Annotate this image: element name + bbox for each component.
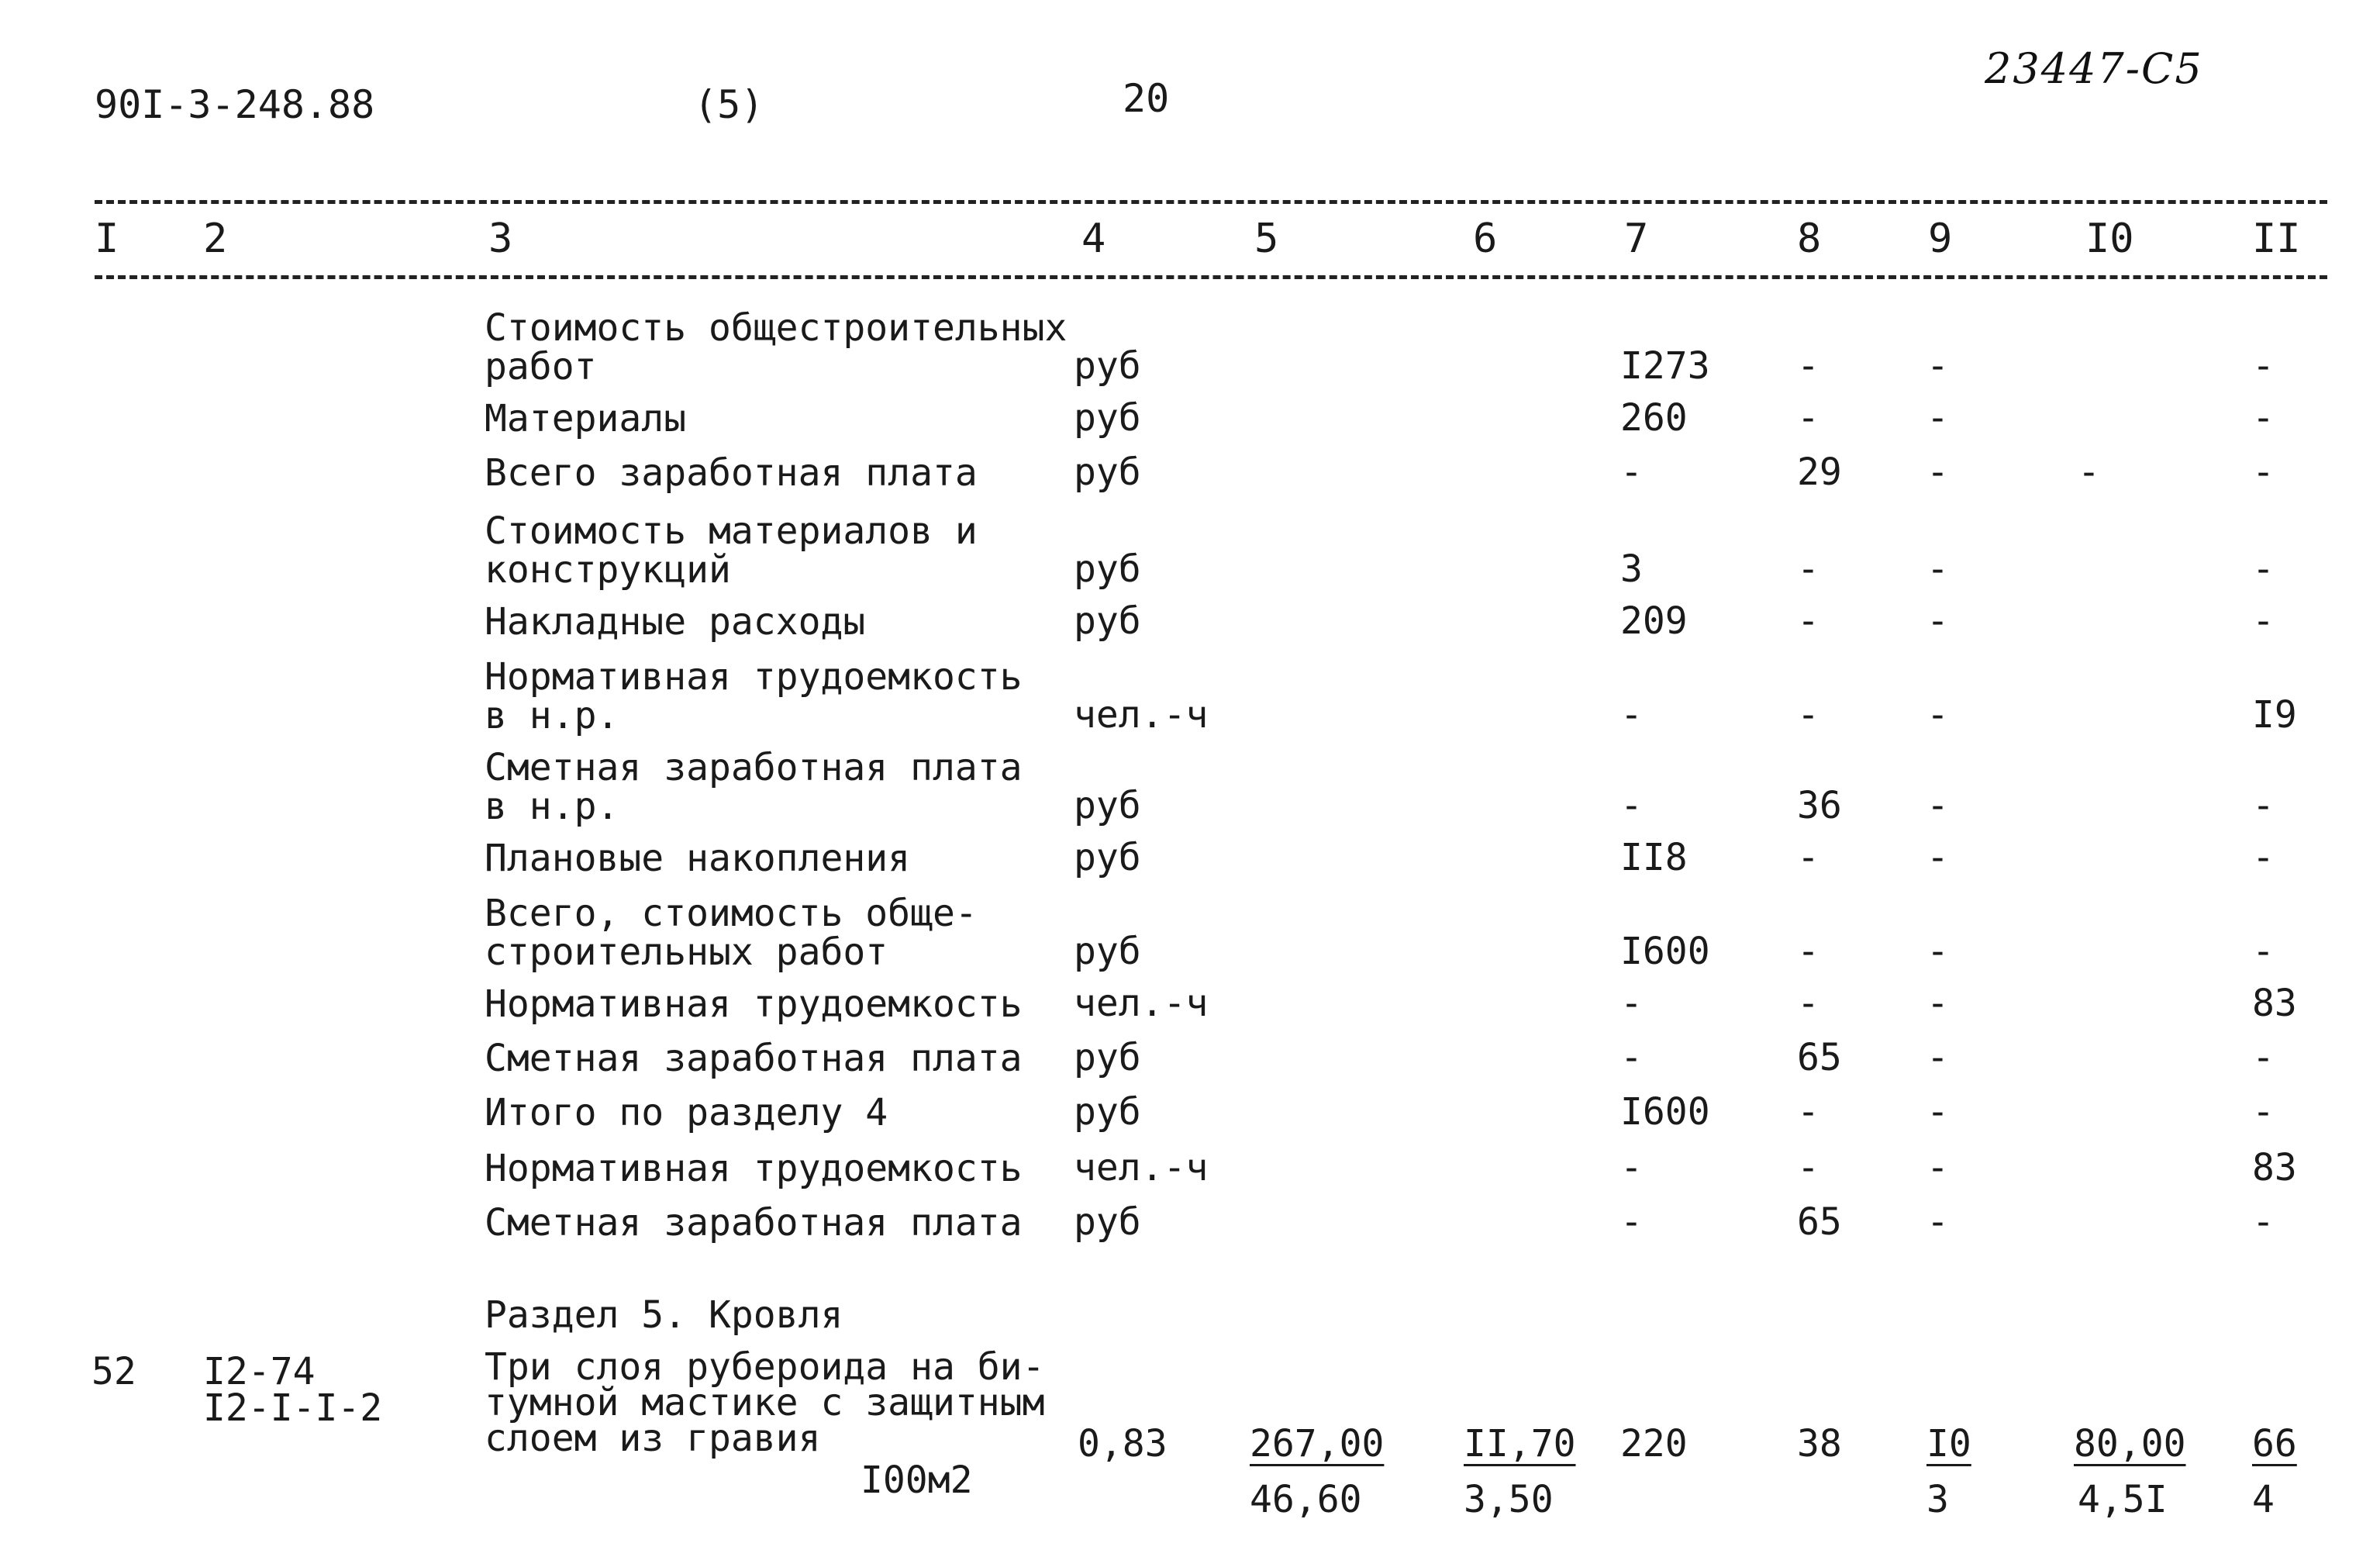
row-value-c11: -: [2252, 784, 2275, 827]
row-value-c9: -: [1926, 547, 1949, 591]
item-col9-top: I0: [1926, 1422, 1971, 1466]
row-label: Нормативная трудоемкость: [485, 1147, 1023, 1190]
row-label: Нормативная трудоемкость: [485, 982, 1023, 1026]
row-value-c8: -: [1797, 982, 1819, 1025]
page-number: 20: [1123, 76, 1170, 121]
row-value-c10: -: [2078, 451, 2100, 494]
row-value-c8: -: [1797, 396, 1819, 440]
row-unit: чел.-ч: [1074, 693, 1209, 737]
row-value-c9: -: [1926, 982, 1949, 1025]
row-label: Накладные расходы: [485, 600, 866, 644]
row-value-c8: -: [1797, 836, 1819, 879]
row-value-c7: I273: [1620, 344, 1710, 388]
column-header-3: 3: [488, 216, 513, 262]
row-value-c7: 260: [1620, 396, 1688, 440]
row-unit: руб: [1074, 547, 1141, 591]
item-col10-bottom: 4,5I: [2078, 1478, 2168, 1521]
row-value-c9: -: [1926, 1090, 1949, 1134]
item-quantity: 0,83: [1078, 1422, 1168, 1466]
row-value-c7: -: [1620, 693, 1643, 737]
row-value-c11: -: [2252, 1036, 2275, 1079]
section-number: (5): [694, 82, 764, 127]
item-col10-top: 80,00: [2074, 1422, 2186, 1466]
row-label: Сметная заработная плата в н.р.: [485, 746, 1023, 828]
row-label: Материалы: [485, 397, 687, 440]
item-col7: 220: [1620, 1422, 1688, 1466]
row-value-c7: -: [1620, 784, 1643, 827]
column-header-8: 8: [1797, 216, 1822, 262]
row-value-c9: -: [1926, 836, 1949, 879]
row-value-c9: -: [1926, 451, 1949, 494]
item-col11-top: 66: [2252, 1422, 2297, 1466]
row-value-c9: -: [1926, 1200, 1949, 1244]
row-value-c8: 65: [1797, 1200, 1842, 1244]
item-col9-bottom: 3: [1926, 1478, 1949, 1521]
row-value-c9: -: [1926, 693, 1949, 737]
column-header-9: 9: [1928, 216, 1953, 262]
row-value-c7: II8: [1620, 836, 1688, 879]
row-value-c11: -: [2252, 930, 2275, 973]
row-label: Всего заработная плата: [485, 451, 978, 495]
item-description: Три слоя рубероида на би- тумной мастике с защитным слоем из гравия: [485, 1345, 1045, 1460]
item-col5-bottom: 46,60: [1250, 1478, 1362, 1521]
header-top-rule: [95, 200, 2327, 204]
row-value-c8: -: [1797, 547, 1819, 591]
row-unit: руб: [1074, 1036, 1141, 1079]
row-unit: чел.-ч: [1074, 982, 1209, 1025]
row-value-c7: -: [1620, 982, 1643, 1025]
row-value-c11: -: [2252, 344, 2275, 388]
row-label: Итого по разделу 4: [485, 1091, 888, 1134]
item-col5-top: 267,00: [1250, 1422, 1385, 1466]
row-value-c11: -: [2252, 451, 2275, 494]
row-value-c9: -: [1926, 344, 1949, 388]
row-value-c11: -: [2252, 547, 2275, 591]
row-value-c8: -: [1797, 344, 1819, 388]
row-value-c7: 209: [1620, 599, 1688, 643]
item-unit: I00м2: [861, 1459, 973, 1502]
row-label: Всего, стоимость обще- строительных работ: [485, 892, 978, 974]
item-col6-bottom: 3,50: [1464, 1478, 1554, 1521]
row-value-c9: -: [1926, 784, 1949, 827]
column-header-1: I: [95, 216, 119, 262]
row-value-c7: I600: [1620, 1090, 1710, 1134]
row-value-c7: -: [1620, 1036, 1643, 1079]
section-title: Раздел 5. Кровля: [485, 1293, 843, 1337]
row-value-c11: -: [2252, 599, 2275, 643]
row-value-c11: -: [2252, 836, 2275, 879]
row-unit: руб: [1074, 930, 1141, 973]
column-header-4: 4: [1081, 216, 1106, 262]
row-value-c7: I600: [1620, 930, 1710, 973]
row-unit: руб: [1074, 344, 1141, 388]
row-value-c7: -: [1620, 1146, 1643, 1189]
row-value-c7: 3: [1620, 547, 1643, 591]
header-bottom-rule: [95, 275, 2327, 279]
row-value-c9: -: [1926, 930, 1949, 973]
row-value-c11: I9: [2252, 693, 2297, 737]
row-value-c9: -: [1926, 396, 1949, 440]
row-value-c8: 29: [1797, 451, 1842, 494]
row-value-c8: -: [1797, 693, 1819, 737]
row-unit: руб: [1074, 451, 1141, 494]
column-header-11: II: [2252, 216, 2301, 262]
row-value-c9: -: [1926, 1036, 1949, 1079]
row-unit: руб: [1074, 784, 1141, 827]
item-col6-top: II,70: [1464, 1422, 1576, 1466]
row-unit: руб: [1074, 599, 1141, 643]
column-header-6: 6: [1473, 216, 1498, 262]
row-label: Сметная заработная плата: [485, 1201, 1023, 1245]
row-label: Стоимость общестроительных работ: [485, 306, 1068, 388]
row-value-c8: -: [1797, 599, 1819, 643]
column-header-7: 7: [1624, 216, 1649, 262]
column-header-5: 5: [1254, 216, 1279, 262]
row-value-c7: -: [1620, 1200, 1643, 1244]
row-value-c8: 65: [1797, 1036, 1842, 1079]
row-label: Стоимость материалов и конструкций: [485, 509, 978, 592]
column-header-10: I0: [2085, 216, 2134, 262]
row-value-c9: -: [1926, 599, 1949, 643]
row-value-c11: 83: [2252, 1146, 2297, 1189]
handwritten-stamp: 23447-C5: [1985, 44, 2203, 93]
item-col8: 38: [1797, 1422, 1842, 1466]
row-value-c11: 83: [2252, 982, 2297, 1025]
column-header-2: 2: [203, 216, 228, 262]
row-value-c11: -: [2252, 396, 2275, 440]
row-unit: чел.-ч: [1074, 1146, 1209, 1189]
row-label: Плановые накопления: [485, 837, 911, 880]
row-unit: руб: [1074, 396, 1141, 440]
row-unit: руб: [1074, 1200, 1141, 1244]
row-value-c8: -: [1797, 1090, 1819, 1134]
row-label: Нормативная трудоемкость в н.р.: [485, 655, 1023, 737]
item-col11-bottom: 4: [2252, 1478, 2275, 1521]
document-code: 90I-3-248.88: [95, 82, 375, 127]
row-value-c11: -: [2252, 1090, 2275, 1134]
row-unit: руб: [1074, 836, 1141, 879]
row-value-c11: -: [2252, 1200, 2275, 1244]
row-value-c8: -: [1797, 1146, 1819, 1189]
row-value-c8: -: [1797, 930, 1819, 973]
row-label: Сметная заработная плата: [485, 1037, 1023, 1080]
row-unit: руб: [1074, 1090, 1141, 1134]
row-value-c9: -: [1926, 1146, 1949, 1189]
row-value-c8: 36: [1797, 784, 1842, 827]
item-number: 52: [91, 1350, 136, 1393]
item-code-primary: I2-74: [203, 1350, 316, 1393]
row-value-c7: -: [1620, 451, 1643, 494]
item-code-secondary: I2-I-I-2: [203, 1386, 383, 1430]
